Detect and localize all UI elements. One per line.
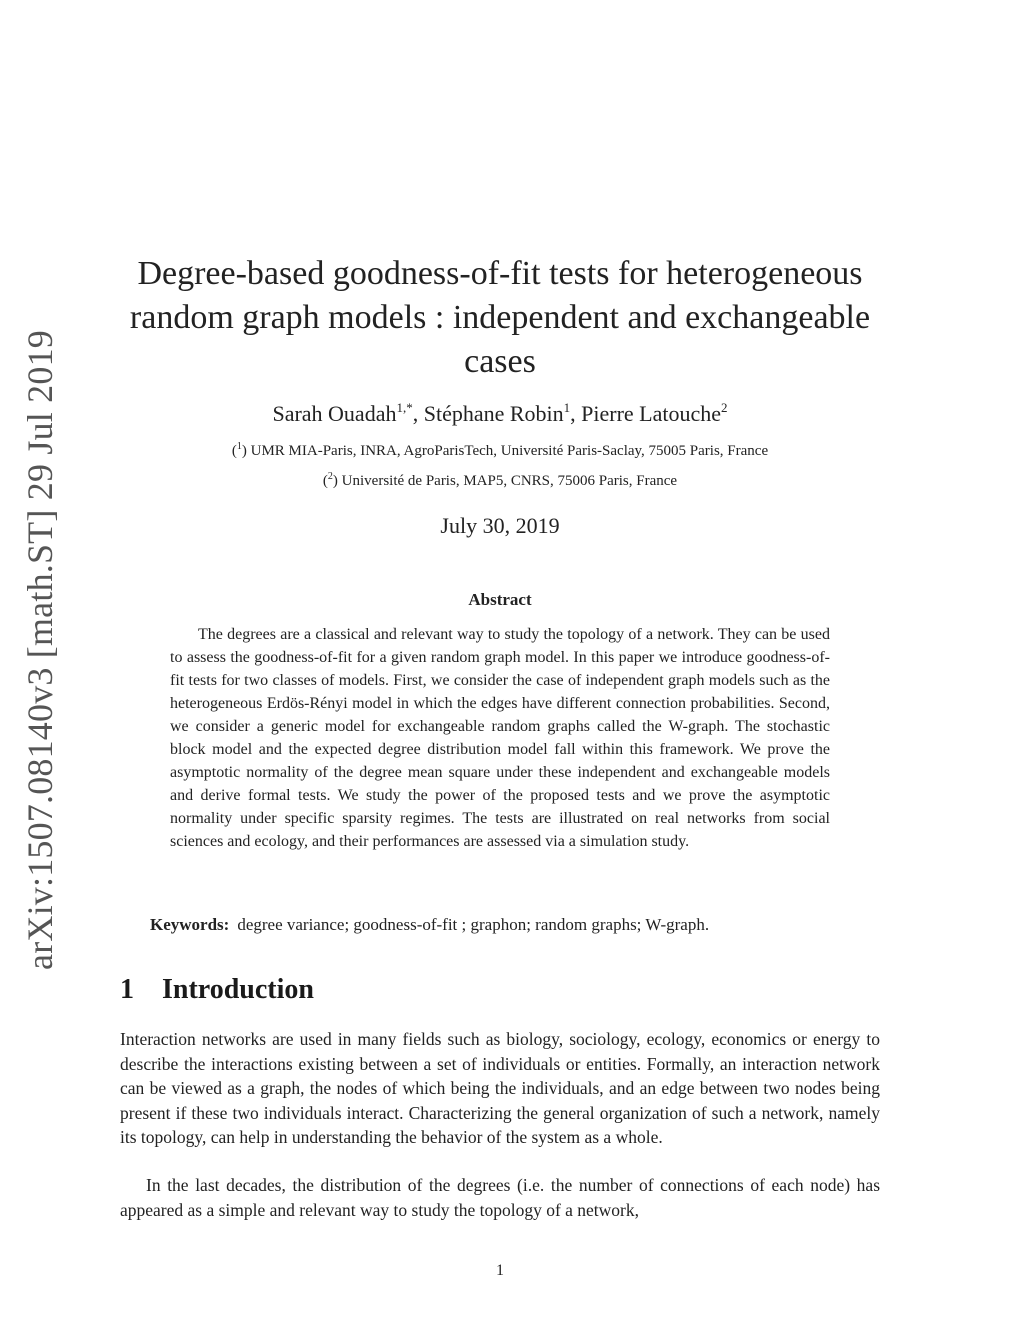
title-line: random graph models : independent and exchangeable [129,299,871,336]
body-paragraph: In the last decades, the distribution of the degrees (i.e. the number of connections of each node) has appeared as a simple and relevant way to study the topology of a network, [120,1175,880,1220]
paper-title [90,252,910,384]
author-list: Sarah Ouadah$^{1,*}$, Stéphane Robin$^1$, Pierre Latouche$^2$ [272,400,728,426]
page-number: 1 [496,1262,504,1279]
section-title: Introduction [162,974,314,1005]
author-name: Stéphane Robin [423,401,564,426]
keywords-text: degree variance; goodness-of-fit ; graphon; random graphs; W-graph. [237,915,710,934]
affiliation-mark: 1 [236,441,242,452]
author-name: Pierre Latouche [581,401,722,426]
title-line: cases [464,343,536,380]
paper-date: July 30, 2019 [440,513,560,538]
affiliation-text: UMR MIA-Paris, INRA, AgroParisTech, Université Paris-Saclay, 75005 Paris, France [250,443,769,459]
arxiv-identifier-stamp: arXiv:1507.08140v3 [math.ST] 29 Jul 2019 [20,330,60,970]
author-affiliation-mark: 1,* [396,400,413,415]
keywords-label: Keywords: [150,915,230,934]
affiliation-mark: 2 [327,471,333,482]
affiliation: ($^1$) UMR MIA-Paris, INRA, AgroParisTech, Université Paris-Saclay, 75005 Paris, France [231,441,769,459]
author-affiliation-mark: 1 [563,400,571,415]
author-name: Sarah Ouadah [272,401,397,426]
affiliation: ($^2$) Université de Paris, MAP5, CNRS, 75006 Paris, France [322,471,678,489]
affiliation-text: Université de Paris, MAP5, CNRS, 75006 Paris, France [341,473,678,489]
abstract-text: The degrees are a classical and relevant way to study the topology of a network. They can be used to assess the goodness-of-fit for a given random graph model. In this paper we introduce goodness-of-fit tests for two classes of models. First, we consider the case of independent graph models such as the heterogeneous Erdös-Rényi model in which the edges have different connection probabilities. Second, we consider a generic model for exchangeable random graphs called the W-graph. The stochastic block model and the expected degree distribution model fall within this framework. We prove the asymptotic normality of the degree mean square under these independent and exchangeable models and derive formal tests. We study the power of the proposed tests and we prove the asymptotic normality under specific sparsity regimes. The tests are illustrated on real networks from social sciences and ecology, and their performances are assessed via a simulation study. [170,626,830,850]
section-heading [120,974,314,1006]
title-line: Degree-based goodness-of-fit tests for heterogeneous [137,255,863,292]
author-affiliation-mark: 2 [721,400,728,415]
abstract-heading: Abstract [468,590,532,609]
body-paragraph: Interaction networks are used in many fields such as biology, sociology, ecology, economics or energy to describe the interactions existing between a set of individuals or entities. Formally, an interaction network can be viewed as a graph, the nodes of which being the individuals, and an edge between two nodes being present if these two individuals interact. Characterizing the general organization of such a network, namely its topology, can help in understanding the behavior of the system as a whole. [120,1029,880,1147]
section-number: 1 [120,974,134,1005]
keywords [150,915,870,935]
